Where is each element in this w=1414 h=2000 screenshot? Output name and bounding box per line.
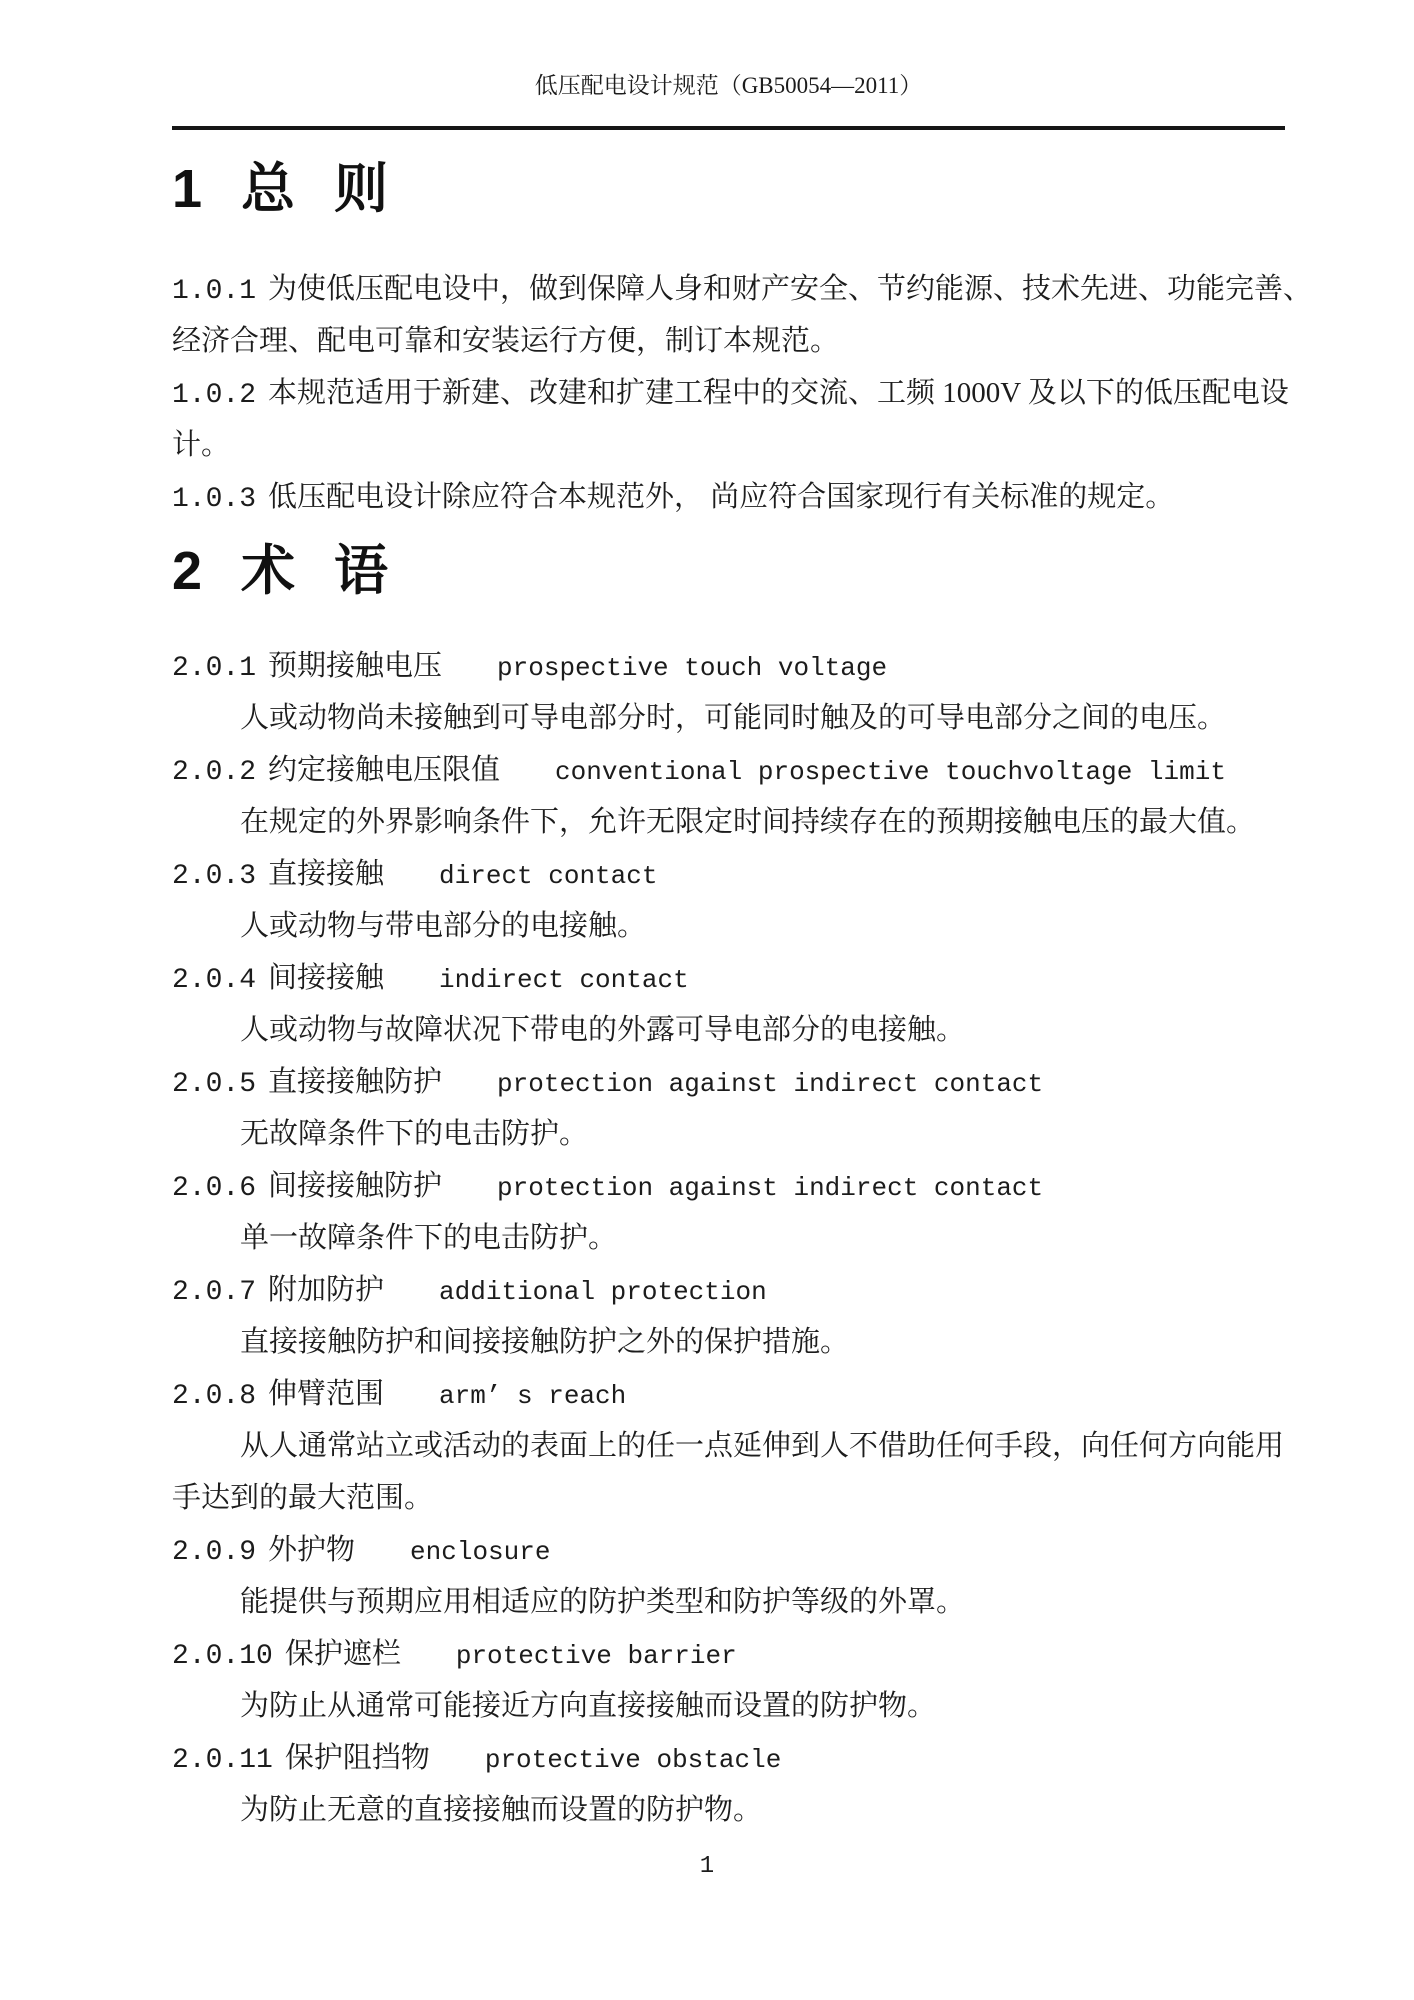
article-continuation-line: 经济合理、配电可靠和安装运行方便，制订本规范。 [172, 325, 840, 357]
term-definition-line: 在规定的外界影响条件下，允许无限定时间持续存在的预期接触电压的最大值。 [240, 806, 1256, 838]
term-number: 2.0.2 [172, 757, 257, 788]
term-definition-line: 人或动物与带电部分的电接触。 [240, 910, 647, 942]
chapter-2-heading: 2 术 语 [172, 541, 391, 601]
term-definition-line: 为防止从通常可能接近方向直接接触而设置的防护物。 [240, 1690, 937, 1722]
term-chinese: 间接接触 [268, 962, 385, 994]
term-number: 2.0.1 [172, 653, 257, 684]
term-chinese: 预期接触电压 [268, 650, 443, 682]
term-heading-line [172, 1056, 1285, 1108]
term-number: 2.0.10 [172, 1641, 273, 1672]
term-english: conventional prospective touchvoltage limit [555, 757, 1226, 787]
term-english: enclosure [410, 1537, 551, 1567]
term-definition-line: 为防止无意的直接接触而设置的防护物。 [240, 1794, 763, 1826]
article-number: 1.0.2 [172, 380, 257, 411]
term-definition-line: 人或动物与故障状况下带电的外露可导电部分的电接触。 [240, 1014, 966, 1046]
chapter-1-articles [172, 263, 1313, 523]
term-heading-line [172, 1628, 1285, 1680]
term-chinese: 保护遮栏 [284, 1638, 401, 1670]
term-number: 2.0.11 [172, 1745, 273, 1776]
term-definition-line: 能提供与预期应用相适应的防护类型和防护等级的外罩。 [240, 1586, 966, 1618]
term-definition-line: 无故障条件下的电击防护。 [240, 1118, 589, 1150]
term-number: 2.0.4 [172, 965, 257, 996]
term-english: protective barrier [455, 1641, 737, 1671]
term-number: 2.0.7 [172, 1277, 257, 1308]
term-definition-line: 人或动物尚未接触到可导电部分时，可能同时触及的可导电部分之间的电压。 [240, 702, 1227, 734]
term-english: prospective touch voltage [497, 653, 888, 683]
term-definition-line: 直接接触防护和间接接触防护之外的保护措施。 [240, 1326, 850, 1358]
term-english: protective obstacle [484, 1745, 782, 1775]
term-definition-line: 手达到的最大范围。 [172, 1482, 434, 1514]
term-chinese: 直接接触 [268, 858, 385, 890]
term-heading-line [172, 1732, 1285, 1784]
term-chinese: 附加防护 [268, 1274, 385, 1306]
term-chinese: 间接接触防护 [268, 1170, 443, 1202]
term-heading-line [172, 1368, 1285, 1420]
term-heading-line [172, 1264, 1285, 1316]
term-heading-line [172, 744, 1285, 796]
term-english: direct contact [439, 861, 658, 891]
term-definition-line: 单一故障条件下的电击防护。 [240, 1222, 618, 1254]
term-english: indirect contact [439, 965, 689, 995]
term-heading-line [172, 1160, 1285, 1212]
term-chinese: 约定接触电压限值 [268, 754, 501, 786]
article-text: 为使低压配电设中，做到保障人身和财产安全、节约能源、技术先进、功能完善、 [268, 273, 1313, 305]
term-heading-line [172, 640, 1285, 692]
article-number: 1.0.3 [172, 484, 257, 515]
term-chinese: 外护物 [268, 1534, 356, 1566]
term-chinese: 伸臂范围 [268, 1378, 385, 1410]
header-rule [172, 126, 1285, 130]
article-continuation-line: 计。 [172, 429, 231, 461]
term-definition-line: 从人通常站立或活动的表面上的任一点延伸到人不借助任何手段，向任何方向能用 [240, 1430, 1285, 1462]
article-first-line [172, 471, 1285, 523]
page-content [172, 0, 1313, 1836]
term-english: protection against indirect contact [497, 1173, 1044, 1203]
article-first-line [172, 263, 1313, 315]
term-number: 2.0.5 [172, 1069, 257, 1100]
term-english: additional protection [439, 1277, 767, 1307]
term-chinese: 直接接触防护 [268, 1066, 443, 1098]
term-number: 2.0.9 [172, 1537, 257, 1568]
article-text: 本规范适用于新建、改建和扩建工程中的交流、工频 1000V 及以下的低压配电设 [268, 377, 1289, 409]
article-first-line [172, 367, 1289, 419]
chapter-1-heading: 1 总 则 [172, 159, 391, 219]
term-english: protection against indirect contact [497, 1069, 1044, 1099]
term-heading-line [172, 952, 1285, 1004]
chapter-2-terms [172, 640, 1285, 1836]
term-number: 2.0.3 [172, 861, 257, 892]
term-heading-line [172, 1524, 1285, 1576]
term-number: 2.0.6 [172, 1173, 257, 1204]
term-chinese: 保护阻挡物 [284, 1742, 430, 1774]
running-header-title: 低压配电设计规范（GB50054—2011） [534, 73, 923, 98]
term-english: arm’ s reach [439, 1381, 627, 1411]
article-text: 低压配电设计除应符合本规范外， 尚应符合国家现行有关标准的规定。 [268, 481, 1175, 513]
term-heading-line [172, 848, 1285, 900]
term-number: 2.0.8 [172, 1381, 257, 1412]
article-number: 1.0.1 [172, 276, 257, 307]
page-number: 1 [699, 1853, 715, 1880]
